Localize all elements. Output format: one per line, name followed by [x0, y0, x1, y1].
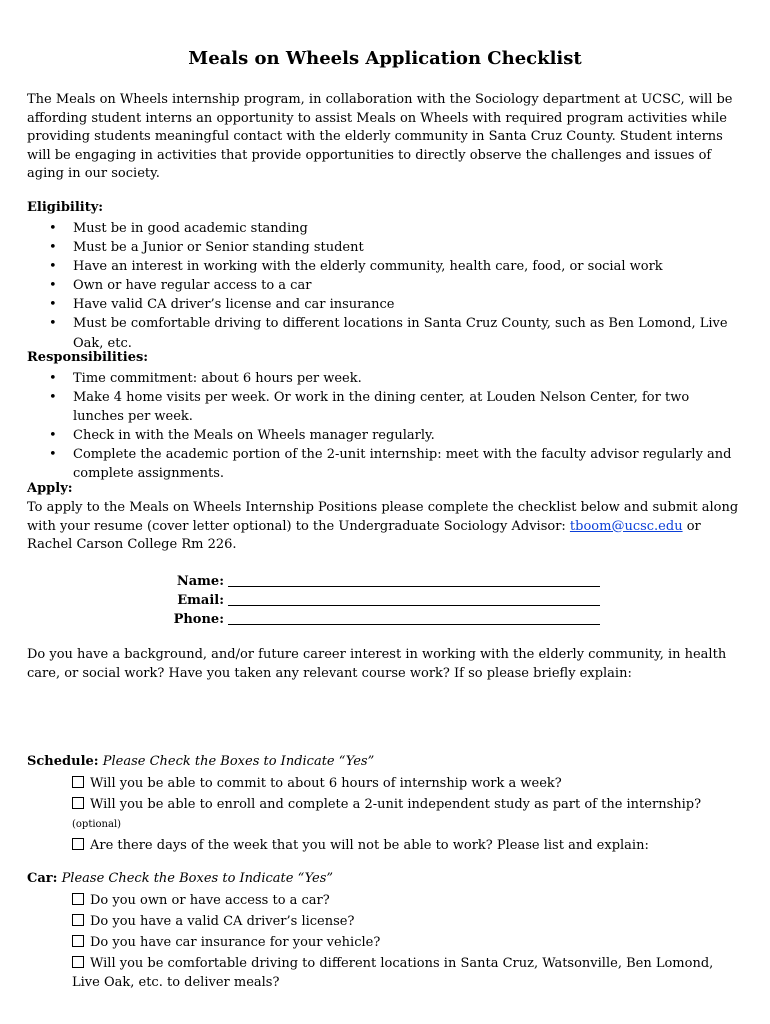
list-item: • Must be comfortable driving to different locations in Santa Cruz County, such as Ben Lomond, Live Oak, etc. — [47, 314, 737, 352]
responsibilities-list — [47, 369, 737, 484]
background-question: Do you have a background, and/or future career interest in working with the elderly community, in health care, or social work? Have you taken any relevant course work? If so please briefly explain: — [27, 647, 727, 681]
list-item: • Have an interest in working with the elderly community, health care, food, or social work — [47, 257, 737, 276]
car-instruction: Please Check the Boxes to Indicate “Yes” — [61, 871, 334, 886]
name-label: Name: — [176, 574, 224, 589]
email-row — [140, 590, 600, 608]
name-field[interactable] — [228, 572, 600, 587]
checklist-item — [72, 954, 742, 992]
schedule-heading — [27, 754, 374, 769]
list-item: • Own or have regular access to a car — [47, 276, 737, 295]
list-item: • Must be a Junior or Senior standing student — [47, 238, 737, 257]
checklist-item — [72, 795, 742, 834]
checklist-item-label: Will you be able to commit to about 6 hours of internship work a week? — [90, 776, 562, 791]
apply-paragraph — [27, 499, 747, 555]
apply-text-after: or Rachel Carson College Rm 226. — [27, 518, 701, 552]
checkbox[interactable] — [72, 956, 84, 968]
checkbox[interactable] — [72, 797, 84, 809]
checklist-item-label: Do you have a valid CA driver’s license? — [90, 914, 355, 929]
checkbox[interactable] — [72, 776, 84, 788]
checklist-item — [72, 774, 742, 793]
checkbox[interactable] — [72, 838, 84, 850]
intro-paragraph: The Meals on Wheels internship program, in collaboration with the Sociology department at UCSC, will be affording student interns an opportunity to assist Meals on Wheels with required program activities while providing students meaningful contact with the elderly community in Santa Cruz County. Student interns will be engaging in activities that provide opportunities to directly observe the challenges and issues of aging in our society. — [27, 92, 733, 181]
eligibility-list — [47, 219, 737, 353]
checklist-item — [72, 933, 742, 952]
email-label: Email: — [177, 593, 224, 608]
checklist-item — [72, 836, 742, 855]
list-item: • Complete the academic portion of the 2-unit internship: meet with the faculty advisor regularly and complete assignments. — [47, 445, 737, 483]
eligibility-heading: Eligibility: — [27, 200, 104, 215]
phone-row — [140, 609, 600, 627]
car-heading — [27, 871, 333, 886]
list-item: • Make 4 home visits per week. Or work in the dining center, at Louden Nelson Center, for two lunches per week. — [47, 388, 737, 426]
list-item: • Must be in good academic standing — [47, 219, 737, 238]
phone-label: Phone: — [173, 612, 224, 627]
apply-text-before: To apply to the Meals on Wheels Internship Positions please complete the checklist below and submit along with your resume (cover letter optional) to the Undergraduate Sociology Advisor: — [27, 500, 739, 534]
schedule-checklist — [72, 774, 742, 857]
checklist-item-label: Will you be comfortable driving to different locations in Santa Cruz, Watsonville, Ben Lomond, Live Oak, etc. to deliver meals? — [72, 956, 714, 990]
car-checklist — [72, 891, 742, 994]
page-title: Meals on Wheels Application Checklist — [188, 48, 582, 69]
optional-note: (optional) — [72, 819, 122, 830]
checklist-item — [72, 912, 742, 931]
checklist-item-label: Will you be able to enroll and complete a 2-unit independent study as part of the internship? — [90, 797, 702, 812]
checklist-item-label: Are there days of the week that you will not be able to work? Please list and explain: — [90, 838, 649, 853]
checklist-item-label: Do you own or have access to a car? — [90, 893, 330, 908]
list-item: • Check in with the Meals on Wheels manager regularly. — [47, 426, 737, 445]
list-item: • Have valid CA driver’s license and car insurance — [47, 295, 737, 314]
checklist-item-label: Do you have car insurance for your vehicle? — [90, 935, 381, 950]
apply-heading: Apply: — [27, 481, 73, 496]
email-field[interactable] — [228, 591, 600, 606]
responsibilities-heading: Responsibilities: — [27, 350, 149, 365]
schedule-heading-label: Schedule: — [27, 754, 99, 769]
checkbox[interactable] — [72, 914, 84, 926]
name-row — [140, 571, 600, 589]
checkbox[interactable] — [72, 935, 84, 947]
schedule-instruction: Please Check the Boxes to Indicate “Yes” — [102, 754, 375, 769]
phone-field[interactable] — [228, 610, 600, 625]
car-heading-label: Car: — [27, 871, 58, 886]
advisor-email-link[interactable]: tboom@ucsc.edu — [569, 518, 683, 534]
checkbox[interactable] — [72, 893, 84, 905]
checklist-item — [72, 891, 742, 910]
list-item: • Time commitment: about 6 hours per week. — [47, 369, 737, 388]
